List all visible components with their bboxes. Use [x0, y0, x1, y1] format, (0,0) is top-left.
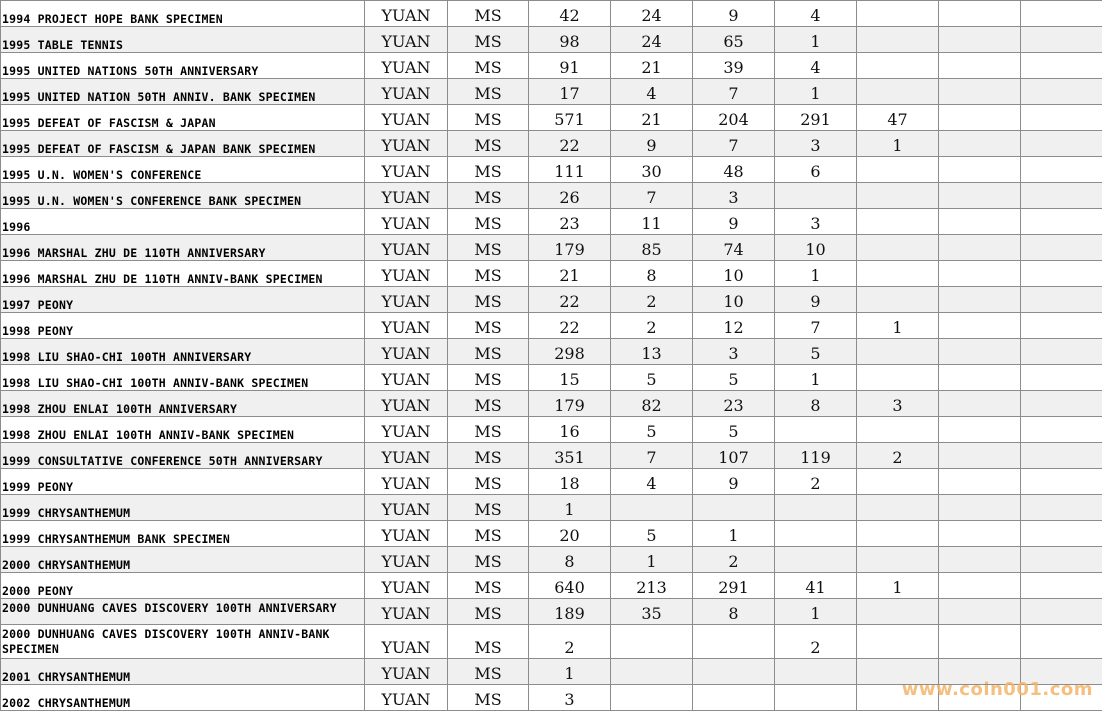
total-count-cell[interactable]: 1 [529, 659, 611, 685]
count-cell-5[interactable]: 1 [857, 131, 939, 157]
total-count-cell[interactable]: 298 [529, 339, 611, 365]
count-cell-6[interactable] [939, 417, 1021, 443]
count-cell-3[interactable]: 9 [693, 1, 775, 27]
grade-cell[interactable]: MS [448, 573, 529, 599]
count-cell-6[interactable] [939, 287, 1021, 313]
coin-name-cell[interactable]: 1999 PEONY [1, 469, 365, 495]
grade-cell[interactable]: MS [448, 287, 529, 313]
coin-name-cell[interactable]: 1995 U.N. WOMEN'S CONFERENCE [1, 157, 365, 183]
count-cell-4[interactable]: 1 [775, 261, 857, 287]
count-cell-2[interactable]: 8 [611, 261, 693, 287]
count-cell-4[interactable]: 10 [775, 235, 857, 261]
grade-cell[interactable]: MS [448, 625, 529, 659]
count-cell-2[interactable]: 7 [611, 443, 693, 469]
count-cell-7[interactable] [1021, 235, 1103, 261]
grade-cell[interactable]: MS [448, 495, 529, 521]
coin-name-cell[interactable]: 1996 MARSHAL ZHU DE 110TH ANNIVERSARY [1, 235, 365, 261]
count-cell-3[interactable]: 65 [693, 27, 775, 53]
count-cell-5[interactable] [857, 625, 939, 659]
grade-cell[interactable]: MS [448, 443, 529, 469]
denomination-cell[interactable]: YUAN [365, 443, 448, 469]
total-count-cell[interactable]: 15 [529, 365, 611, 391]
count-cell-7[interactable] [1021, 157, 1103, 183]
total-count-cell[interactable]: 189 [529, 599, 611, 625]
coin-name-cell[interactable]: 2001 CHRYSANTHEMUM [1, 659, 365, 685]
coin-name-cell[interactable]: 1999 CHRYSANTHEMUM [1, 495, 365, 521]
count-cell-6[interactable] [939, 235, 1021, 261]
table-row [1, 131, 1103, 157]
count-cell-3[interactable]: 7 [693, 79, 775, 105]
count-cell-4[interactable]: 8 [775, 391, 857, 417]
total-count-cell[interactable]: 2 [529, 625, 611, 659]
table-row [1, 417, 1103, 443]
total-count-cell[interactable]: 179 [529, 235, 611, 261]
count-cell-7[interactable] [1021, 27, 1103, 53]
count-cell-2[interactable]: 7 [611, 183, 693, 209]
grade-cell[interactable]: MS [448, 157, 529, 183]
count-cell-3[interactable]: 23 [693, 391, 775, 417]
count-cell-3[interactable]: 10 [693, 287, 775, 313]
count-cell-5[interactable]: 2 [857, 443, 939, 469]
table-row [1, 157, 1103, 183]
count-cell-6[interactable] [939, 131, 1021, 157]
count-cell-7[interactable] [1021, 521, 1103, 547]
count-cell-5[interactable] [857, 599, 939, 625]
table-row [1, 53, 1103, 79]
table-row [1, 261, 1103, 287]
denomination-cell[interactable]: YUAN [365, 131, 448, 157]
count-cell-3[interactable]: 9 [693, 469, 775, 495]
count-cell-4[interactable]: 1 [775, 27, 857, 53]
coin-name-cell[interactable]: 1994 PROJECT HOPE BANK SPECIMEN [1, 1, 365, 27]
coin-name-cell[interactable]: 1998 LIU SHAO-CHI 100TH ANNIV-BANK SPECIMEN [1, 365, 365, 391]
count-cell-7[interactable] [1021, 79, 1103, 105]
count-cell-4[interactable]: 4 [775, 53, 857, 79]
total-count-cell[interactable]: 1 [529, 495, 611, 521]
count-cell-6[interactable] [939, 599, 1021, 625]
table-row [1, 235, 1103, 261]
count-cell-7[interactable] [1021, 261, 1103, 287]
count-cell-7[interactable] [1021, 53, 1103, 79]
count-cell-3[interactable] [693, 685, 775, 711]
count-cell-4[interactable]: 1 [775, 79, 857, 105]
grade-cell[interactable]: MS [448, 131, 529, 157]
table-row [1, 443, 1103, 469]
denomination-cell[interactable]: YUAN [365, 599, 448, 625]
count-cell-2[interactable]: 21 [611, 53, 693, 79]
count-cell-2[interactable]: 1 [611, 547, 693, 573]
total-count-cell[interactable]: 20 [529, 521, 611, 547]
total-count-cell[interactable]: 3 [529, 685, 611, 711]
count-cell-2[interactable] [611, 659, 693, 685]
denomination-cell[interactable]: YUAN [365, 287, 448, 313]
total-count-cell[interactable]: 26 [529, 183, 611, 209]
count-cell-3[interactable]: 48 [693, 157, 775, 183]
count-cell-2[interactable]: 213 [611, 573, 693, 599]
grade-cell[interactable]: MS [448, 685, 529, 711]
count-cell-7[interactable] [1021, 339, 1103, 365]
count-cell-2[interactable]: 2 [611, 313, 693, 339]
count-cell-3[interactable]: 39 [693, 53, 775, 79]
count-cell-5[interactable] [857, 157, 939, 183]
count-cell-6[interactable] [939, 53, 1021, 79]
count-cell-6[interactable] [939, 27, 1021, 53]
count-cell-7[interactable] [1021, 443, 1103, 469]
denomination-cell[interactable]: YUAN [365, 573, 448, 599]
count-cell-5[interactable] [857, 183, 939, 209]
count-cell-6[interactable] [939, 339, 1021, 365]
coin-name-cell[interactable]: 1995 UNITED NATIONS 50TH ANNIVERSARY [1, 53, 365, 79]
table-row [1, 391, 1103, 417]
count-cell-5[interactable] [857, 79, 939, 105]
count-cell-2[interactable]: 24 [611, 27, 693, 53]
count-cell-5[interactable] [857, 261, 939, 287]
count-cell-2[interactable] [611, 495, 693, 521]
coin-name-cell[interactable]: 1995 DEFEAT OF FASCISM & JAPAN BANK SPECIMEN [1, 131, 365, 157]
count-cell-6[interactable] [939, 313, 1021, 339]
denomination-cell[interactable]: YUAN [365, 261, 448, 287]
denomination-cell[interactable]: YUAN [365, 53, 448, 79]
count-cell-2[interactable]: 5 [611, 365, 693, 391]
count-cell-2[interactable] [611, 625, 693, 659]
total-count-cell[interactable]: 17 [529, 79, 611, 105]
table-row [1, 573, 1103, 599]
grade-cell[interactable]: MS [448, 659, 529, 685]
count-cell-4[interactable] [775, 417, 857, 443]
count-cell-5[interactable] [857, 235, 939, 261]
denomination-cell[interactable]: YUAN [365, 547, 448, 573]
denomination-cell[interactable]: YUAN [365, 235, 448, 261]
coin-name-cell[interactable]: 2000 CHRYSANTHEMUM [1, 547, 365, 573]
grade-cell[interactable]: MS [448, 183, 529, 209]
count-cell-2[interactable]: 35 [611, 599, 693, 625]
table-row [1, 365, 1103, 391]
grade-cell[interactable]: MS [448, 105, 529, 131]
table-row [1, 521, 1103, 547]
count-cell-4[interactable]: 4 [775, 1, 857, 27]
count-cell-2[interactable]: 82 [611, 391, 693, 417]
count-cell-6[interactable] [939, 1, 1021, 27]
denomination-cell[interactable]: YUAN [365, 417, 448, 443]
count-cell-4[interactable]: 3 [775, 131, 857, 157]
grade-cell[interactable]: MS [448, 365, 529, 391]
total-count-cell[interactable]: 22 [529, 313, 611, 339]
count-cell-7[interactable] [1021, 547, 1103, 573]
table-row [1, 313, 1103, 339]
grade-cell[interactable]: MS [448, 79, 529, 105]
count-cell-6[interactable] [939, 105, 1021, 131]
total-count-cell[interactable]: 179 [529, 391, 611, 417]
table-row [1, 183, 1103, 209]
total-count-cell[interactable]: 111 [529, 157, 611, 183]
denomination-cell[interactable]: YUAN [365, 469, 448, 495]
count-cell-4[interactable] [775, 183, 857, 209]
count-cell-3[interactable]: 3 [693, 183, 775, 209]
table-row [1, 599, 1103, 625]
count-cell-5[interactable]: 3 [857, 391, 939, 417]
count-cell-2[interactable] [611, 685, 693, 711]
count-cell-4[interactable]: 1 [775, 599, 857, 625]
count-cell-5[interactable] [857, 339, 939, 365]
denomination-cell[interactable]: YUAN [365, 157, 448, 183]
count-cell-7[interactable] [1021, 313, 1103, 339]
grade-cell[interactable]: MS [448, 209, 529, 235]
total-count-cell[interactable]: 16 [529, 417, 611, 443]
count-cell-7[interactable] [1021, 391, 1103, 417]
count-cell-3[interactable]: 12 [693, 313, 775, 339]
count-cell-4[interactable] [775, 495, 857, 521]
denomination-cell[interactable]: YUAN [365, 521, 448, 547]
count-cell-5[interactable] [857, 365, 939, 391]
count-cell-7[interactable] [1021, 1, 1103, 27]
coin-name-cell[interactable]: 1998 PEONY [1, 313, 365, 339]
count-cell-4[interactable] [775, 685, 857, 711]
coin-name-cell[interactable]: 1999 CONSULTATIVE CONFERENCE 50TH ANNIVERSARY [1, 443, 365, 469]
coin-name-cell[interactable]: 2000 DUNHUANG CAVES DISCOVERY 100TH ANNIVERSARY [1, 599, 365, 625]
grade-cell[interactable]: MS [448, 599, 529, 625]
count-cell-5[interactable] [857, 469, 939, 495]
count-cell-4[interactable]: 2 [775, 469, 857, 495]
count-cell-5[interactable] [857, 209, 939, 235]
total-count-cell[interactable]: 22 [529, 287, 611, 313]
coin-name-cell[interactable]: 1996 [1, 209, 365, 235]
coin-name-cell[interactable]: 1997 PEONY [1, 287, 365, 313]
total-count-cell[interactable]: 640 [529, 573, 611, 599]
total-count-cell[interactable]: 42 [529, 1, 611, 27]
count-cell-5[interactable]: 1 [857, 573, 939, 599]
count-cell-7[interactable] [1021, 417, 1103, 443]
count-cell-6[interactable] [939, 495, 1021, 521]
denomination-cell[interactable]: YUAN [365, 685, 448, 711]
count-cell-6[interactable] [939, 391, 1021, 417]
grade-cell[interactable]: MS [448, 53, 529, 79]
count-cell-5[interactable]: 1 [857, 313, 939, 339]
count-cell-7[interactable] [1021, 209, 1103, 235]
denomination-cell[interactable]: YUAN [365, 495, 448, 521]
coin-name-cell[interactable]: 2002 CHRYSANTHEMUM [1, 685, 365, 711]
grade-cell[interactable]: MS [448, 521, 529, 547]
count-cell-7[interactable] [1021, 469, 1103, 495]
count-cell-7[interactable] [1021, 625, 1103, 659]
count-cell-3[interactable]: 204 [693, 105, 775, 131]
count-cell-2[interactable]: 5 [611, 521, 693, 547]
count-cell-7[interactable] [1021, 183, 1103, 209]
count-cell-3[interactable]: 3 [693, 339, 775, 365]
count-cell-2[interactable]: 11 [611, 209, 693, 235]
grade-cell[interactable]: MS [448, 313, 529, 339]
count-cell-5[interactable] [857, 417, 939, 443]
count-cell-2[interactable]: 5 [611, 417, 693, 443]
count-cell-5[interactable] [857, 53, 939, 79]
count-cell-7[interactable] [1021, 131, 1103, 157]
count-cell-3[interactable] [693, 625, 775, 659]
grade-cell[interactable]: MS [448, 1, 529, 27]
count-cell-4[interactable] [775, 547, 857, 573]
table-row [1, 105, 1103, 131]
table-row [1, 339, 1103, 365]
count-cell-2[interactable]: 85 [611, 235, 693, 261]
count-cell-3[interactable]: 9 [693, 209, 775, 235]
count-cell-3[interactable]: 2 [693, 547, 775, 573]
grade-cell[interactable]: MS [448, 339, 529, 365]
count-cell-3[interactable]: 8 [693, 599, 775, 625]
total-count-cell[interactable]: 571 [529, 105, 611, 131]
count-cell-5[interactable]: 47 [857, 105, 939, 131]
count-cell-6[interactable] [939, 573, 1021, 599]
count-cell-7[interactable] [1021, 105, 1103, 131]
count-cell-3[interactable]: 7 [693, 131, 775, 157]
table-row [1, 79, 1103, 105]
coin-name-cell[interactable]: 1998 ZHOU ENLAI 100TH ANNIV-BANK SPECIMEN [1, 417, 365, 443]
grade-cell[interactable]: MS [448, 27, 529, 53]
table-row [1, 625, 1103, 659]
coin-name-cell[interactable]: 1998 LIU SHAO-CHI 100TH ANNIVERSARY [1, 339, 365, 365]
count-cell-7[interactable] [1021, 599, 1103, 625]
count-cell-4[interactable]: 1 [775, 365, 857, 391]
watermark: www.coin001.com [901, 679, 1093, 700]
coin-name-cell[interactable]: 1999 CHRYSANTHEMUM BANK SPECIMEN [1, 521, 365, 547]
count-cell-3[interactable]: 10 [693, 261, 775, 287]
total-count-cell[interactable]: 22 [529, 131, 611, 157]
count-cell-5[interactable] [857, 495, 939, 521]
total-count-cell[interactable]: 8 [529, 547, 611, 573]
total-count-cell[interactable]: 23 [529, 209, 611, 235]
count-cell-6[interactable] [939, 521, 1021, 547]
count-cell-4[interactable]: 3 [775, 209, 857, 235]
table-body [1, 1, 1103, 711]
count-cell-6[interactable] [939, 625, 1021, 659]
denomination-cell[interactable]: YUAN [365, 339, 448, 365]
count-cell-6[interactable] [939, 469, 1021, 495]
total-count-cell[interactable]: 351 [529, 443, 611, 469]
grade-cell[interactable]: MS [448, 391, 529, 417]
count-cell-6[interactable] [939, 209, 1021, 235]
total-count-cell[interactable]: 98 [529, 27, 611, 53]
count-cell-4[interactable]: 291 [775, 105, 857, 131]
count-cell-4[interactable] [775, 659, 857, 685]
denomination-cell[interactable]: YUAN [365, 105, 448, 131]
count-cell-2[interactable]: 13 [611, 339, 693, 365]
coin-name-cell[interactable]: 1995 TABLE TENNIS [1, 27, 365, 53]
count-cell-2[interactable]: 30 [611, 157, 693, 183]
count-cell-4[interactable]: 9 [775, 287, 857, 313]
denomination-cell[interactable]: YUAN [365, 209, 448, 235]
denomination-cell[interactable]: YUAN [365, 27, 448, 53]
count-cell-3[interactable]: 5 [693, 365, 775, 391]
count-cell-6[interactable] [939, 365, 1021, 391]
count-cell-2[interactable]: 24 [611, 1, 693, 27]
count-cell-6[interactable] [939, 157, 1021, 183]
total-count-cell[interactable]: 91 [529, 53, 611, 79]
table-row [1, 1, 1103, 27]
table-row [1, 209, 1103, 235]
count-cell-4[interactable]: 41 [775, 573, 857, 599]
count-cell-3[interactable]: 74 [693, 235, 775, 261]
count-cell-2[interactable]: 4 [611, 469, 693, 495]
count-cell-2[interactable]: 9 [611, 131, 693, 157]
count-cell-2[interactable]: 4 [611, 79, 693, 105]
total-count-cell[interactable]: 21 [529, 261, 611, 287]
count-cell-6[interactable] [939, 79, 1021, 105]
denomination-cell[interactable]: YUAN [365, 391, 448, 417]
count-cell-3[interactable]: 5 [693, 417, 775, 443]
count-cell-5[interactable] [857, 547, 939, 573]
table-row [1, 495, 1103, 521]
table-row [1, 27, 1103, 53]
count-cell-7[interactable] [1021, 365, 1103, 391]
denomination-cell[interactable]: YUAN [365, 183, 448, 209]
count-cell-7[interactable] [1021, 495, 1103, 521]
denomination-cell[interactable]: YUAN [365, 313, 448, 339]
count-cell-6[interactable] [939, 261, 1021, 287]
sheet-edge [1102, 0, 1107, 712]
count-cell-7[interactable] [1021, 287, 1103, 313]
count-cell-3[interactable] [693, 495, 775, 521]
coin-name-cell[interactable]: 1998 ZHOU ENLAI 100TH ANNIVERSARY [1, 391, 365, 417]
grade-cell[interactable]: MS [448, 469, 529, 495]
count-cell-3[interactable]: 107 [693, 443, 775, 469]
grade-cell[interactable]: MS [448, 235, 529, 261]
count-cell-7[interactable] [1021, 573, 1103, 599]
grade-cell[interactable]: MS [448, 547, 529, 573]
grade-cell[interactable]: MS [448, 417, 529, 443]
count-cell-6[interactable] [939, 183, 1021, 209]
count-cell-4[interactable]: 5 [775, 339, 857, 365]
table-row [1, 469, 1103, 495]
coin-name-cell[interactable]: 2000 DUNHUANG CAVES DISCOVERY 100TH ANNIV-BANK SPECIMEN [1, 625, 365, 659]
count-cell-2[interactable]: 2 [611, 287, 693, 313]
count-cell-4[interactable]: 7 [775, 313, 857, 339]
count-cell-4[interactable]: 6 [775, 157, 857, 183]
denomination-cell[interactable]: YUAN [365, 79, 448, 105]
count-cell-3[interactable]: 1 [693, 521, 775, 547]
count-cell-5[interactable] [857, 521, 939, 547]
count-cell-3[interactable] [693, 659, 775, 685]
total-count-cell[interactable]: 18 [529, 469, 611, 495]
denomination-cell[interactable]: YUAN [365, 365, 448, 391]
coin-name-cell[interactable]: 2000 PEONY [1, 573, 365, 599]
coin-name-cell[interactable]: 1995 DEFEAT OF FASCISM & JAPAN [1, 105, 365, 131]
coin-name-cell[interactable]: 1996 MARSHAL ZHU DE 110TH ANNIV-BANK SPECIMEN [1, 261, 365, 287]
count-cell-6[interactable] [939, 443, 1021, 469]
coin-name-cell[interactable]: 1995 UNITED NATION 50TH ANNIV. BANK SPECIMEN [1, 79, 365, 105]
count-cell-4[interactable]: 2 [775, 625, 857, 659]
table-row [1, 287, 1103, 313]
count-cell-4[interactable] [775, 521, 857, 547]
count-cell-5[interactable] [857, 287, 939, 313]
count-cell-3[interactable]: 291 [693, 573, 775, 599]
count-cell-5[interactable] [857, 27, 939, 53]
count-cell-5[interactable] [857, 1, 939, 27]
count-cell-6[interactable] [939, 547, 1021, 573]
table-row [1, 547, 1103, 573]
denomination-cell[interactable]: YUAN [365, 625, 448, 659]
grade-cell[interactable]: MS [448, 261, 529, 287]
count-cell-4[interactable]: 119 [775, 443, 857, 469]
denomination-cell[interactable]: YUAN [365, 1, 448, 27]
count-cell-2[interactable]: 21 [611, 105, 693, 131]
denomination-cell[interactable]: YUAN [365, 659, 448, 685]
coin-name-cell[interactable]: 1995 U.N. WOMEN'S CONFERENCE BANK SPECIMEN [1, 183, 365, 209]
